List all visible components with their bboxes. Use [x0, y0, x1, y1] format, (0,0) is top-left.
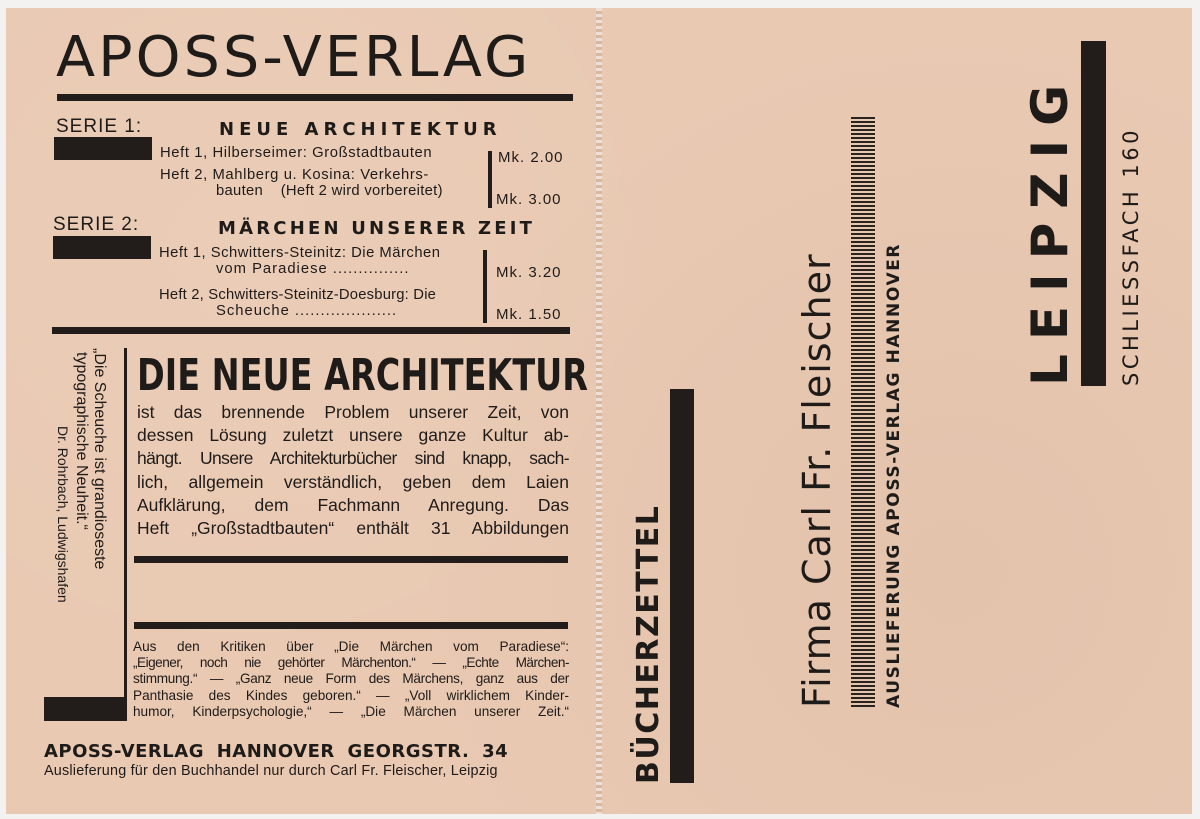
quote-line-1: „Die Scheuche ist grandioseste: [91, 348, 108, 570]
serie-2-heft-1-line-1: Heft 1, Schwitters-Steinitz: Die Märchen: [159, 245, 441, 261]
critique-line: Aus den Kritiken über „Die Märchen vom Paradiese“:: [133, 639, 569, 654]
serie-1-heft-2-price: Mk. 3.00: [496, 191, 562, 208]
quote-author: Dr. Rohrbach, Ludwigshafen: [55, 426, 71, 603]
body-line: dessen Lösung zuletzt unsere ganze Kultur ab-: [137, 425, 569, 446]
serie-1-heft-2-line-2: bauten (Heft 2 wird vorbereitet): [216, 183, 443, 199]
critique-line: stimmung.“ — „Ganz neue Form des Märchens, ganz aus der: [133, 671, 569, 687]
serie-2-label: SERIE 2:: [53, 214, 140, 235]
serie-1-block: [54, 137, 152, 160]
publisher-title: APOSS-VERLAG: [56, 25, 532, 90]
serie-1-price-divider: [488, 151, 492, 208]
recipient-hatched-bar: [851, 117, 875, 708]
serie-2-title: MÄRCHEN UNSERER ZEIT: [218, 218, 536, 239]
buecherzettel-label: BÜCHERZETTEL: [631, 504, 666, 784]
body-line: Heft „Großstadtbauten“ enthält 31 Abbildungen: [137, 518, 569, 539]
distribution-note: Auslieferung für den Buchhandel nur durch Carl Fr. Fleischer, Leipzig: [44, 763, 498, 779]
body-line: ist das brennende Problem unserer Zeit, von: [137, 402, 569, 422]
serie-1-title: NEUE ARCHITEKTUR: [219, 119, 502, 140]
serie-1-label: SERIE 1:: [56, 116, 143, 137]
postbox: SCHLIESSFACH 160: [1119, 127, 1143, 386]
serie-2-heft-2-line-1: Heft 2, Schwitters-Steinitz-Doesburg: Die: [159, 287, 437, 303]
body-rule: [134, 556, 568, 563]
architecture-body: [137, 401, 569, 540]
body-line: lich, allgemein verständlich, geben dem Laien: [137, 471, 569, 492]
quote-column-rule: [124, 348, 127, 721]
serie-2-heft-2-price: Mk. 1.50: [496, 306, 562, 323]
serie-2-price-divider: [483, 250, 487, 323]
delivery-note: AUSLIEFERUNG APOSS-VERLAG HANNOVER: [884, 242, 904, 708]
publisher-address: APOSS-VERLAG HANNOVER GEORGSTR. 34: [44, 741, 509, 762]
recipient-name: Firma Carl Fr. Fleischer: [795, 253, 839, 708]
serie-1-heft-1: Heft 1, Hilberseimer: Großstadtbauten: [160, 145, 433, 161]
serie-1-heft-2-line-1: Heft 2, Mahlberg u. Kosina: Verkehrs-: [160, 167, 429, 183]
serie-2-heft-2-line-2: Scheuche ....................: [216, 303, 398, 319]
city: LEIPZIG: [1021, 70, 1079, 386]
critique-line: humor, Kinderpsychologie,“ — „Die Märchen unserer Zeit.“: [133, 703, 569, 719]
title-rule: [57, 94, 573, 101]
critiques: [133, 639, 569, 720]
critiques-rule: [134, 622, 568, 629]
buecherzettel-bar: [670, 389, 694, 783]
city-bar: [1081, 41, 1106, 386]
body-line: Aufklärung, dem Fachmann Anregung. Das: [137, 494, 569, 515]
perforation-line: [596, 8, 602, 814]
serie-2-heft-1-line-2: vom Paradiese ...............: [216, 261, 410, 277]
serie-1-heft-1-price: Mk. 2.00: [498, 149, 564, 166]
serie-2-block: [53, 236, 151, 259]
quote-column-block: [44, 697, 127, 721]
series-rule: [52, 327, 570, 334]
quote-line-2: typographische Neuheit.“: [73, 352, 90, 530]
critique-line: Panthasie des Kindes geboren.“ — „Voll wirklichem Kinder-: [133, 687, 569, 703]
body-line: hängt. Unsere Architekturbücher sind knapp, sach-: [137, 448, 569, 469]
architecture-headline: DIE NEUE ARCHITEKTUR: [137, 350, 589, 401]
quote-vertical: [54, 348, 108, 603]
serie-2-heft-1-price: Mk. 3.20: [496, 264, 562, 281]
critique-line: „Eigener, noch nie gehörter Märchenton.“ — „Echte Märchen-: [133, 655, 569, 671]
